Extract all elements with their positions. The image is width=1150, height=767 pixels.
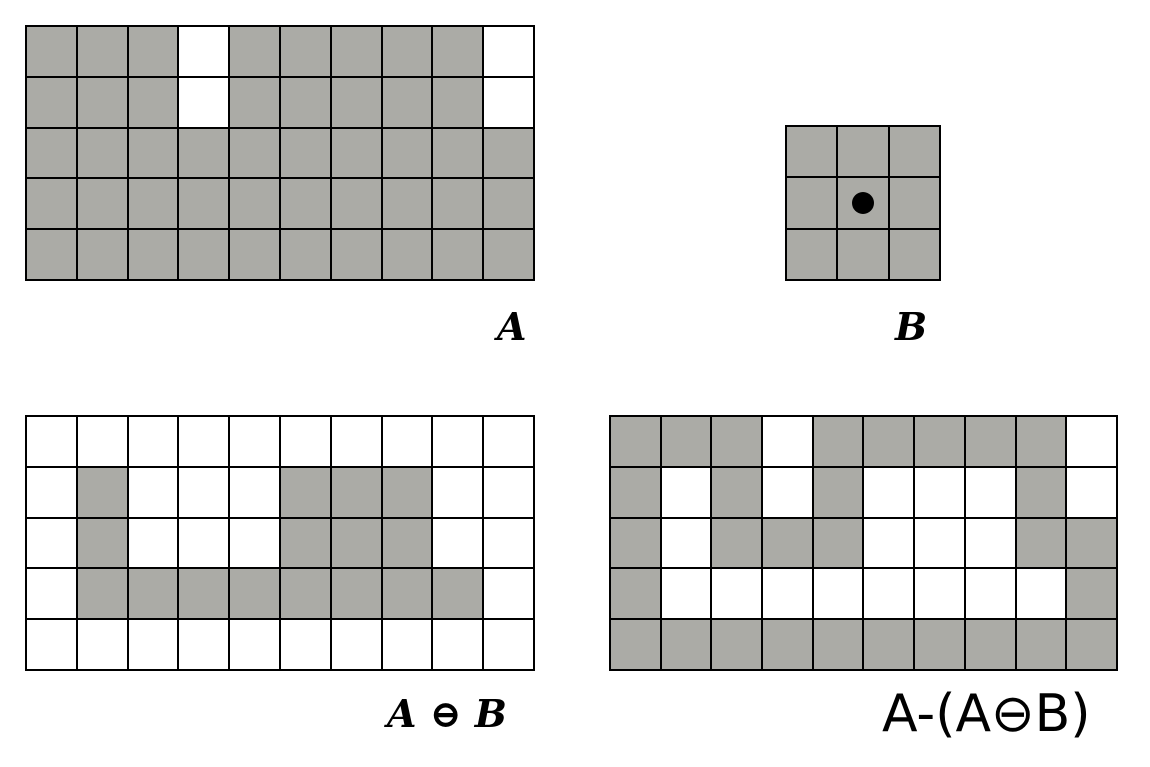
grid-cell bbox=[433, 519, 484, 570]
grid-cell bbox=[179, 78, 230, 129]
grid-cell bbox=[433, 230, 484, 281]
grid-cell bbox=[662, 468, 713, 519]
grid-cell bbox=[332, 519, 383, 570]
grid-cell bbox=[864, 620, 915, 671]
grid-cell bbox=[281, 27, 332, 78]
grid-cell bbox=[915, 417, 966, 468]
grid-cell bbox=[712, 620, 763, 671]
grid-cell bbox=[1017, 468, 1068, 519]
grid-cell bbox=[230, 620, 281, 671]
grid-cell bbox=[915, 620, 966, 671]
grid-cell bbox=[915, 468, 966, 519]
grid-cell bbox=[433, 27, 484, 78]
grid-cell bbox=[484, 129, 535, 180]
grid-cell bbox=[662, 417, 713, 468]
grid-cell bbox=[78, 179, 129, 230]
grid-cell bbox=[864, 417, 915, 468]
grid-erosion bbox=[25, 415, 535, 671]
grid-cell bbox=[332, 569, 383, 620]
grid-cell bbox=[864, 519, 915, 570]
grid-cell bbox=[814, 620, 865, 671]
grid-cell bbox=[383, 78, 434, 129]
grid-cell bbox=[662, 569, 713, 620]
grid-cell bbox=[179, 230, 230, 281]
grid-cell bbox=[27, 569, 78, 620]
grid-cell bbox=[281, 620, 332, 671]
grid-cell bbox=[1017, 519, 1068, 570]
grid-cell bbox=[230, 230, 281, 281]
grid-cell bbox=[179, 417, 230, 468]
grid-cell bbox=[838, 178, 889, 229]
grid-cell bbox=[611, 417, 662, 468]
grid-cell bbox=[129, 620, 180, 671]
grid-cell bbox=[890, 127, 941, 178]
grid-cell bbox=[230, 27, 281, 78]
grid-cell bbox=[129, 417, 180, 468]
label-a: A bbox=[497, 304, 527, 349]
grid-cell bbox=[890, 230, 941, 281]
grid-cell bbox=[662, 620, 713, 671]
grid-cell bbox=[484, 27, 535, 78]
grid-cell bbox=[179, 129, 230, 180]
grid-cell bbox=[484, 179, 535, 230]
grid-cell bbox=[230, 129, 281, 180]
grid-cell bbox=[332, 27, 383, 78]
grid-cell bbox=[1067, 569, 1118, 620]
grid-cell bbox=[484, 78, 535, 129]
grid-cell bbox=[966, 569, 1017, 620]
grid-cell bbox=[129, 78, 180, 129]
grid-cell bbox=[787, 230, 838, 281]
grid-cell bbox=[814, 569, 865, 620]
grid-cell bbox=[433, 417, 484, 468]
grid-cell bbox=[129, 468, 180, 519]
grid-cell bbox=[230, 569, 281, 620]
grid-cell bbox=[484, 230, 535, 281]
grid-cell bbox=[129, 569, 180, 620]
origin-dot-icon bbox=[852, 192, 874, 214]
grid-cell bbox=[281, 468, 332, 519]
grid-cell bbox=[383, 569, 434, 620]
grid-cell bbox=[611, 620, 662, 671]
grid-cell bbox=[78, 78, 129, 129]
grid-cell bbox=[484, 468, 535, 519]
grid-cell bbox=[1067, 620, 1118, 671]
grid-cell bbox=[129, 179, 180, 230]
grid-cell bbox=[78, 569, 129, 620]
label-erosion: A ⊖ B bbox=[387, 691, 507, 736]
grid-cell bbox=[27, 129, 78, 180]
grid-cell bbox=[484, 519, 535, 570]
grid-cell bbox=[27, 468, 78, 519]
grid-cell bbox=[383, 417, 434, 468]
grid-a bbox=[25, 25, 535, 281]
label-boundary: A-(A⊖B) bbox=[882, 684, 1091, 744]
grid-cell bbox=[332, 468, 383, 519]
grid-cell bbox=[915, 519, 966, 570]
grid-cell bbox=[433, 78, 484, 129]
grid-cell bbox=[484, 417, 535, 468]
grid-cell bbox=[383, 230, 434, 281]
grid-cell bbox=[179, 620, 230, 671]
grid-cell bbox=[383, 519, 434, 570]
grid-cell bbox=[383, 179, 434, 230]
grid-cell bbox=[787, 127, 838, 178]
grid-cell bbox=[864, 569, 915, 620]
grid-cell bbox=[890, 178, 941, 229]
grid-cell bbox=[433, 620, 484, 671]
grid-cell bbox=[763, 468, 814, 519]
grid-cell bbox=[27, 179, 78, 230]
grid-cell bbox=[814, 468, 865, 519]
grid-cell bbox=[78, 27, 129, 78]
grid-cell bbox=[966, 417, 1017, 468]
grid-cell bbox=[230, 417, 281, 468]
grid-cell bbox=[611, 468, 662, 519]
grid-cell bbox=[78, 417, 129, 468]
grid-cell bbox=[27, 78, 78, 129]
grid-cell bbox=[78, 620, 129, 671]
grid-cell bbox=[27, 230, 78, 281]
grid-cell bbox=[179, 569, 230, 620]
grid-cell bbox=[332, 129, 383, 180]
grid-cell bbox=[1067, 519, 1118, 570]
grid-cell bbox=[27, 27, 78, 78]
grid-cell bbox=[712, 519, 763, 570]
grid-cell bbox=[1017, 417, 1068, 468]
grid-cell bbox=[78, 468, 129, 519]
grid-cell bbox=[1067, 468, 1118, 519]
grid-cell bbox=[179, 27, 230, 78]
grid-cell bbox=[27, 519, 78, 570]
grid-b bbox=[785, 125, 941, 281]
grid-cell bbox=[915, 569, 966, 620]
grid-cell bbox=[763, 569, 814, 620]
grid-cell bbox=[712, 569, 763, 620]
grid-cell bbox=[1017, 620, 1068, 671]
grid-cell bbox=[281, 230, 332, 281]
grid-cell bbox=[78, 129, 129, 180]
grid-cell bbox=[1067, 417, 1118, 468]
grid-cell bbox=[129, 27, 180, 78]
grid-cell bbox=[966, 620, 1017, 671]
grid-cell bbox=[966, 468, 1017, 519]
grid-cell bbox=[281, 78, 332, 129]
grid-cell bbox=[838, 230, 889, 281]
grid-cell bbox=[433, 468, 484, 519]
grid-cell bbox=[129, 129, 180, 180]
grid-cell bbox=[484, 620, 535, 671]
grid-cell bbox=[332, 78, 383, 129]
grid-cell bbox=[281, 129, 332, 180]
grid-cell bbox=[230, 519, 281, 570]
grid-cell bbox=[230, 468, 281, 519]
grid-cell bbox=[281, 417, 332, 468]
grid-cell bbox=[78, 519, 129, 570]
grid-cell bbox=[332, 179, 383, 230]
grid-cell bbox=[763, 620, 814, 671]
grid-boundary bbox=[609, 415, 1118, 671]
grid-cell bbox=[484, 569, 535, 620]
grid-cell bbox=[763, 417, 814, 468]
grid-cell bbox=[281, 519, 332, 570]
grid-cell bbox=[129, 230, 180, 281]
grid-cell bbox=[129, 519, 180, 570]
grid-cell bbox=[332, 230, 383, 281]
grid-cell bbox=[27, 417, 78, 468]
grid-cell bbox=[179, 519, 230, 570]
grid-cell bbox=[433, 569, 484, 620]
grid-cell bbox=[78, 230, 129, 281]
grid-cell bbox=[433, 129, 484, 180]
grid-cell bbox=[712, 468, 763, 519]
grid-cell bbox=[763, 519, 814, 570]
label-b: B bbox=[895, 304, 928, 349]
grid-cell bbox=[383, 129, 434, 180]
grid-cell bbox=[230, 179, 281, 230]
grid-cell bbox=[332, 417, 383, 468]
grid-cell bbox=[864, 468, 915, 519]
grid-cell bbox=[611, 569, 662, 620]
grid-cell bbox=[1017, 569, 1068, 620]
grid-cell bbox=[712, 417, 763, 468]
grid-cell bbox=[27, 620, 78, 671]
grid-cell bbox=[838, 127, 889, 178]
grid-cell bbox=[433, 179, 484, 230]
grid-cell bbox=[281, 569, 332, 620]
grid-cell bbox=[383, 620, 434, 671]
grid-cell bbox=[230, 78, 281, 129]
grid-cell bbox=[179, 468, 230, 519]
grid-cell bbox=[787, 178, 838, 229]
grid-cell bbox=[179, 179, 230, 230]
grid-cell bbox=[383, 468, 434, 519]
grid-cell bbox=[383, 27, 434, 78]
grid-cell bbox=[814, 417, 865, 468]
grid-cell bbox=[281, 179, 332, 230]
grid-cell bbox=[966, 519, 1017, 570]
grid-cell bbox=[611, 519, 662, 570]
grid-cell bbox=[814, 519, 865, 570]
grid-cell bbox=[662, 519, 713, 570]
grid-cell bbox=[332, 620, 383, 671]
